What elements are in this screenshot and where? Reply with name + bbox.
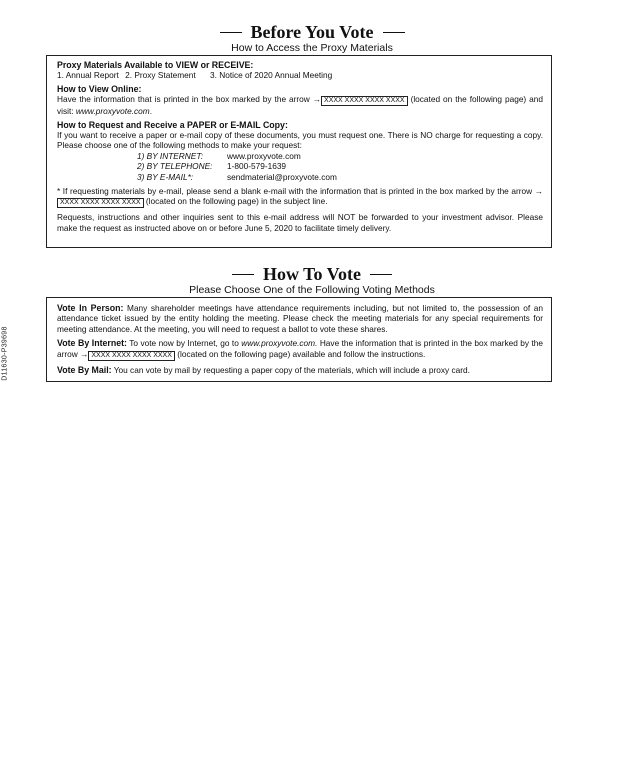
method-label: 3) BY E-MAIL*: — [137, 171, 194, 182]
method-label: 2) BY TELEPHONE: — [137, 161, 213, 172]
material-item: 2. Proxy Statement — [125, 70, 196, 81]
method-value[interactable]: 1-800-579-1639 — [227, 161, 287, 172]
proxyvote-link[interactable]: www.proxyvote.com. — [241, 338, 318, 349]
vote-in-person-text: Many shareholder meetings have attendance requirements including, but not limited to, the possession of an attendance ticket issued by the entity holding the meeting. Please check the meeting materials for any special requirements for meeting attendance. At the meeting, you will need to request a ballot to vote these shares. — [57, 303, 543, 334]
before-you-vote-title-text: Before You Vote — [250, 22, 374, 43]
forward-note: Requests, instructions and other inquiries sent to this e-mail address will NOT be forwarded to your investment advisor. Please make the request as instructed above on or before June 5, 2020 to facilitate timely delivery. — [57, 212, 543, 233]
title-rule-right — [370, 274, 392, 275]
document-code: D11630-P39698 — [1, 326, 9, 381]
method-value[interactable]: sendmaterial@proxyvote.com — [227, 171, 337, 182]
proxyvote-link[interactable]: www.proxyvote.com — [75, 106, 150, 117]
materials-heading: Proxy Materials Available to VIEW or RECEIVE: — [57, 60, 254, 70]
vote-by-mail-text: You can vote by mail by requesting a paper copy of the materials, which will include a proxy card. — [113, 364, 470, 375]
email-note-text-cont: (located on the following page) in the subject line. — [145, 196, 328, 207]
before-you-vote-header — [0, 20, 624, 54]
proxy-materials-box — [46, 55, 552, 248]
method-row — [137, 161, 543, 171]
material-item: 3. Notice of 2020 Annual Meeting — [210, 70, 333, 81]
vote-by-mail-label: Vote By Mail: — [57, 364, 112, 375]
email-note-text: * If requesting materials by e-mail, please send a blank e-mail with the information that is printed in the box marked by the arrow — [57, 186, 533, 197]
how-to-vote-subtitle: Please Choose One of the Following Voting Methods — [189, 284, 435, 297]
vote-in-person — [57, 303, 543, 334]
request-heading: How to Request and Receive a PAPER or E-MAIL Copy: — [57, 119, 288, 130]
view-text: Have the information that is printed in the box marked by the arrow — [57, 94, 310, 105]
arrow-icon: → — [312, 94, 322, 105]
control-number-box: XXXX XXXX XXXX XXXX — [321, 96, 408, 106]
arrow-icon: → — [80, 348, 89, 359]
title-rule-left — [220, 32, 242, 33]
method-value[interactable]: www.proxyvote.com — [227, 150, 301, 161]
view-online-heading: How to View Online: — [57, 83, 142, 94]
before-you-vote-title — [220, 22, 405, 42]
materials-list — [57, 70, 543, 80]
control-number-box: XXXX XXXX XXXX XXXX — [57, 198, 144, 208]
how-to-vote-title-text: How To Vote — [262, 264, 362, 285]
voting-methods-box — [46, 297, 552, 382]
title-rule-left — [232, 274, 254, 275]
how-to-vote-header — [0, 262, 624, 296]
materials-section — [57, 60, 543, 81]
method-label: 1) BY INTERNET: — [137, 150, 204, 161]
vote-by-internet-text-2: Have the information that is printed in the box marked by the arrow — [57, 338, 543, 359]
email-note — [57, 186, 543, 208]
arrow-icon: → — [534, 186, 543, 197]
control-number-box: XXXX XXXX XXXX XXXX — [88, 351, 175, 361]
how-to-vote-title — [232, 264, 392, 284]
vote-in-person-label: Vote In Person: — [57, 303, 124, 313]
before-you-vote-subtitle: How to Access the Proxy Materials — [231, 42, 393, 55]
vote-by-internet-text: To vote now by Internet, go to — [129, 338, 239, 349]
request-section — [57, 120, 543, 182]
vote-by-internet — [57, 338, 543, 360]
request-methods — [137, 151, 543, 182]
vote-by-internet-label: Vote By Internet: — [57, 338, 127, 349]
method-row — [137, 172, 543, 182]
view-text-cont: (located on the following page) and visit: — [57, 94, 544, 117]
title-rule-right — [383, 32, 405, 33]
vote-by-mail — [57, 365, 543, 375]
method-row — [137, 151, 543, 161]
view-online-section: How to View Online: Have the information that is printed in the box marked by the arrow → XXXX XXXX XXXX XXXX (located on the following page) and visit: www.proxyvote.com. — [57, 83, 544, 117]
vote-by-internet-text-3: (located on the following page) available and follow the instructions. — [177, 348, 426, 359]
request-text: If you want to receive a paper or e-mail copy of these documents, you must request one. There is NO charge for requesting a copy. Please choose one of the following methods to make your request: — [57, 130, 543, 151]
material-item: 1. Annual Report — [57, 70, 119, 81]
